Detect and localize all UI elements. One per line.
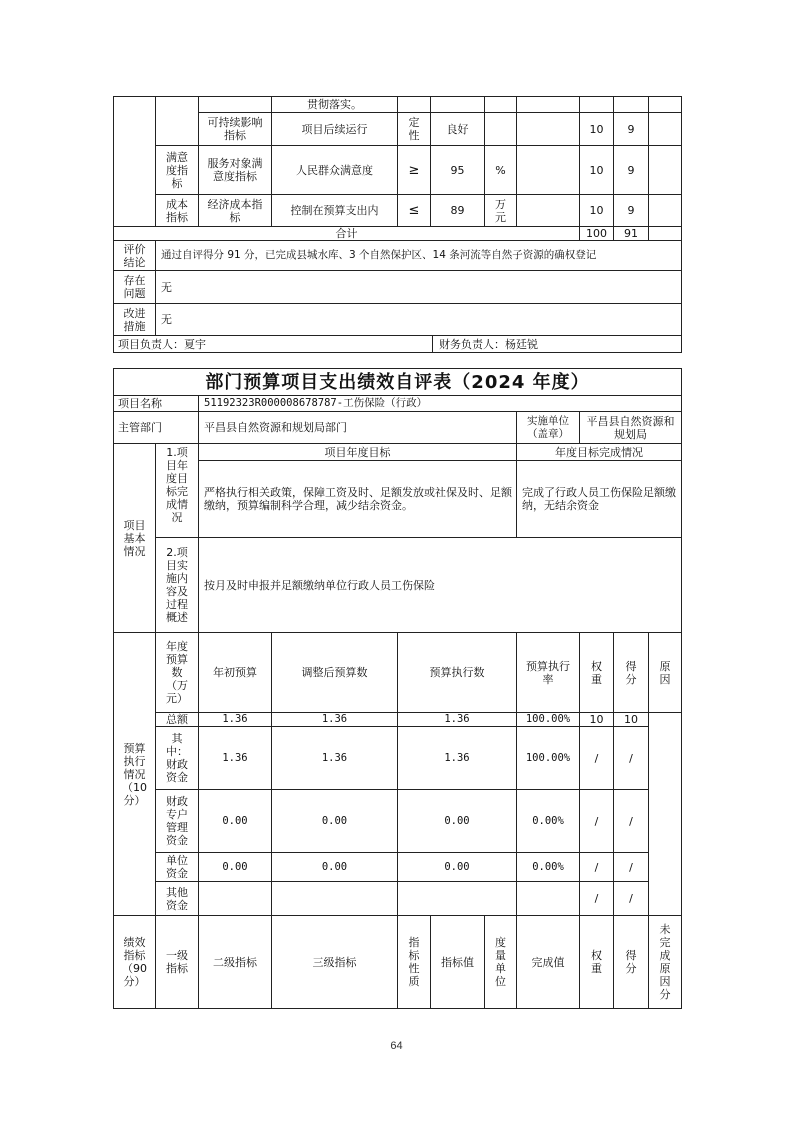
cell-blank <box>397 96 431 113</box>
cell-satisfaction-weight: 10 <box>579 145 614 195</box>
budget-row-initial: 1.36 <box>198 726 272 790</box>
cell-guanche: 贯彻落实。 <box>271 96 398 113</box>
cell-sustain-unit <box>484 112 517 146</box>
total-blank <box>648 226 682 241</box>
budget-row-initial <box>198 881 272 916</box>
perf-header-primary: 一级指标 <box>155 915 199 1009</box>
budget-row-rate: 0.00% <box>516 852 580 882</box>
cell-cost-score: 9 <box>613 194 649 227</box>
goal-section-label: 1.项目年度目标完成情况 <box>155 443 199 538</box>
cell-blank <box>648 96 682 113</box>
perf-header-actual: 完成值 <box>516 915 580 1009</box>
perf-header-tertiary: 三级指标 <box>271 915 398 1009</box>
page-title: 部门预算项目支出绩效自评表（2024 年度） <box>113 368 682 396</box>
impl-text: 按月及时申报并足额缴纳单位行政人员工伤保险 <box>198 537 682 633</box>
perf-header-score: 得分 <box>613 915 649 1009</box>
improvements-text: 无 <box>155 303 682 336</box>
perf-header-unit: 度量单位 <box>484 915 517 1009</box>
budget-row-initial: 0.00 <box>198 789 272 853</box>
budget-row-label: 总额 <box>155 712 199 727</box>
impl-unit-label: 实施单位（盖章） <box>516 411 580 444</box>
page-number: 64 <box>390 1040 403 1052</box>
cell-blank <box>484 96 517 113</box>
budget-header-annual: 年度预算数（万元） <box>155 632 199 713</box>
cell-satisfaction-secondary: 服务对象满意度指标 <box>198 145 272 195</box>
impl-section-label: 2.项目实施内容及过程概述 <box>155 537 199 633</box>
completion-header: 年度目标完成情况 <box>516 443 682 461</box>
budget-row-weight: / <box>579 881 614 916</box>
budget-row-rate: 100.00% <box>516 712 580 727</box>
cell-blank <box>613 96 649 113</box>
perf-header-target: 指标值 <box>430 915 485 1009</box>
project-name-value: 51192323R000008678787-工伤保险（行政） <box>198 395 682 412</box>
cell-cost-tertiary: 控制在预算支出内 <box>271 194 398 227</box>
budget-row-score: 10 <box>613 712 649 727</box>
budget-row-adjusted: 1.36 <box>271 712 398 727</box>
conclusion-label: 评价结论 <box>113 240 156 271</box>
budget-row-adjusted: 0.00 <box>271 789 398 853</box>
finance-lead: 财务负责人：杨廷锐 <box>432 335 682 353</box>
cell-satisfaction-reason <box>648 145 682 195</box>
budget-row-rate: 0.00% <box>516 789 580 853</box>
cell-blank <box>198 96 272 113</box>
cell-sustain-secondary: 可持续影响指标 <box>198 112 272 146</box>
budget-reason-blank <box>648 712 682 916</box>
budget-row-adjusted <box>271 881 398 916</box>
budget-header-adjusted: 调整后预算数 <box>271 632 398 713</box>
dept-label: 主管部门 <box>113 411 199 444</box>
budget-row-label: 其中：财政资金 <box>155 726 199 790</box>
budget-row-adjusted: 0.00 <box>271 852 398 882</box>
perf-header-secondary: 二级指标 <box>198 915 272 1009</box>
total-label: 合计 <box>113 226 580 241</box>
total-score: 91 <box>613 226 649 241</box>
problems-label: 存在问题 <box>113 270 156 304</box>
cell-sustain-actual <box>516 112 580 146</box>
budget-row-executed: 1.36 <box>397 712 517 727</box>
project-name-label: 项目名称 <box>113 395 199 412</box>
cell-satisfaction-target: 95 <box>430 145 485 195</box>
total-weight: 100 <box>579 226 614 241</box>
budget-row-executed: 0.00 <box>397 789 517 853</box>
budget-header-score: 得分 <box>613 632 649 713</box>
budget-row-score: / <box>613 726 649 790</box>
budget-row-weight: 10 <box>579 712 614 727</box>
budget-row-executed <box>397 881 517 916</box>
budget-row-weight: / <box>579 852 614 882</box>
budget-row-score: / <box>613 852 649 882</box>
cell-cost-target: 89 <box>430 194 485 227</box>
budget-row-score: / <box>613 881 649 916</box>
budget-header-reason: 原因 <box>648 632 682 713</box>
perf-header-reason: 未完成原因分 <box>648 915 682 1009</box>
budget-header-weight: 权重 <box>579 632 614 713</box>
cell-satisfaction-primary: 满意度指标 <box>155 145 199 195</box>
budget-row-weight: / <box>579 726 614 790</box>
budget-row-rate <box>516 881 580 916</box>
cell-satisfaction-tertiary: 人民群众满意度 <box>271 145 398 195</box>
cell-sustain-weight: 10 <box>579 112 614 146</box>
cell-cost-actual <box>516 194 580 227</box>
budget-row-rate: 100.00% <box>516 726 580 790</box>
cell-satisfaction-unit: % <box>484 145 517 195</box>
cell-cost-unit: 万元 <box>484 194 517 227</box>
cell-satisfaction-nature: ≥ <box>397 145 431 195</box>
improvements-label: 改进措施 <box>113 303 156 336</box>
perf-header-weight: 权重 <box>579 915 614 1009</box>
completion-text: 完成了行政人员工伤保险足额缴纳，无结余资金 <box>516 460 682 538</box>
cell-cost-primary: 成本指标 <box>155 194 199 227</box>
cell-cost-secondary: 经济成本指标 <box>198 194 272 227</box>
budget-row-adjusted: 1.36 <box>271 726 398 790</box>
cell-blank <box>516 96 580 113</box>
cell-blank <box>430 96 485 113</box>
perf-section-label: 绩效指标（90分） <box>113 915 156 1009</box>
budget-row-weight: / <box>579 789 614 853</box>
budget-row-executed: 0.00 <box>397 852 517 882</box>
budget-section-label: 预算执行情况（10分） <box>113 632 156 916</box>
cell-cost-weight: 10 <box>579 194 614 227</box>
cell-sustain-tertiary: 项目后续运行 <box>271 112 398 146</box>
budget-header-rate: 预算执行率 <box>516 632 580 713</box>
perf-header-nature: 指标性质 <box>397 915 431 1009</box>
budget-row-initial: 0.00 <box>198 852 272 882</box>
budget-row-label: 单位资金 <box>155 852 199 882</box>
impl-unit-value: 平昌县自然资源和规划局 <box>579 411 682 444</box>
cell-sustain-nature: 定性 <box>397 112 431 146</box>
goal-text: 严格执行相关政策，保障工资及时、足额发放或社保及时、足额缴纳，预算编制科学合理，减少结余资金。 <box>198 460 517 538</box>
cell-satisfaction-actual <box>516 145 580 195</box>
goal-header: 项目年度目标 <box>198 443 517 461</box>
cell-sustain-target: 良好 <box>430 112 485 146</box>
cell-blank <box>579 96 614 113</box>
project-lead: 项目负责人：夏宇 <box>113 335 433 353</box>
top-left-blank-col2 <box>155 96 199 146</box>
cell-cost-reason <box>648 194 682 227</box>
budget-row-label: 其他资金 <box>155 881 199 916</box>
problems-text: 无 <box>155 270 682 304</box>
budget-row-executed: 1.36 <box>397 726 517 790</box>
basic-info-label: 项目基本情况 <box>113 443 156 633</box>
budget-header-executed: 预算执行数 <box>397 632 517 713</box>
cell-sustain-reason <box>648 112 682 146</box>
budget-row-initial: 1.36 <box>198 712 272 727</box>
top-left-blank-col1 <box>113 96 156 227</box>
cell-cost-nature: ≤ <box>397 194 431 227</box>
cell-sustain-score: 9 <box>613 112 649 146</box>
cell-satisfaction-score: 9 <box>613 145 649 195</box>
budget-header-initial: 年初预算 <box>198 632 272 713</box>
budget-row-label: 财政专户管理资金 <box>155 789 199 853</box>
conclusion-text: 通过自评得分 91 分，已完成县城水库、3 个自然保护区、14 条河流等自然子资源的确权登记 <box>155 240 682 271</box>
budget-row-score: / <box>613 789 649 853</box>
dept-value: 平昌县自然资源和规划局部门 <box>198 411 517 444</box>
